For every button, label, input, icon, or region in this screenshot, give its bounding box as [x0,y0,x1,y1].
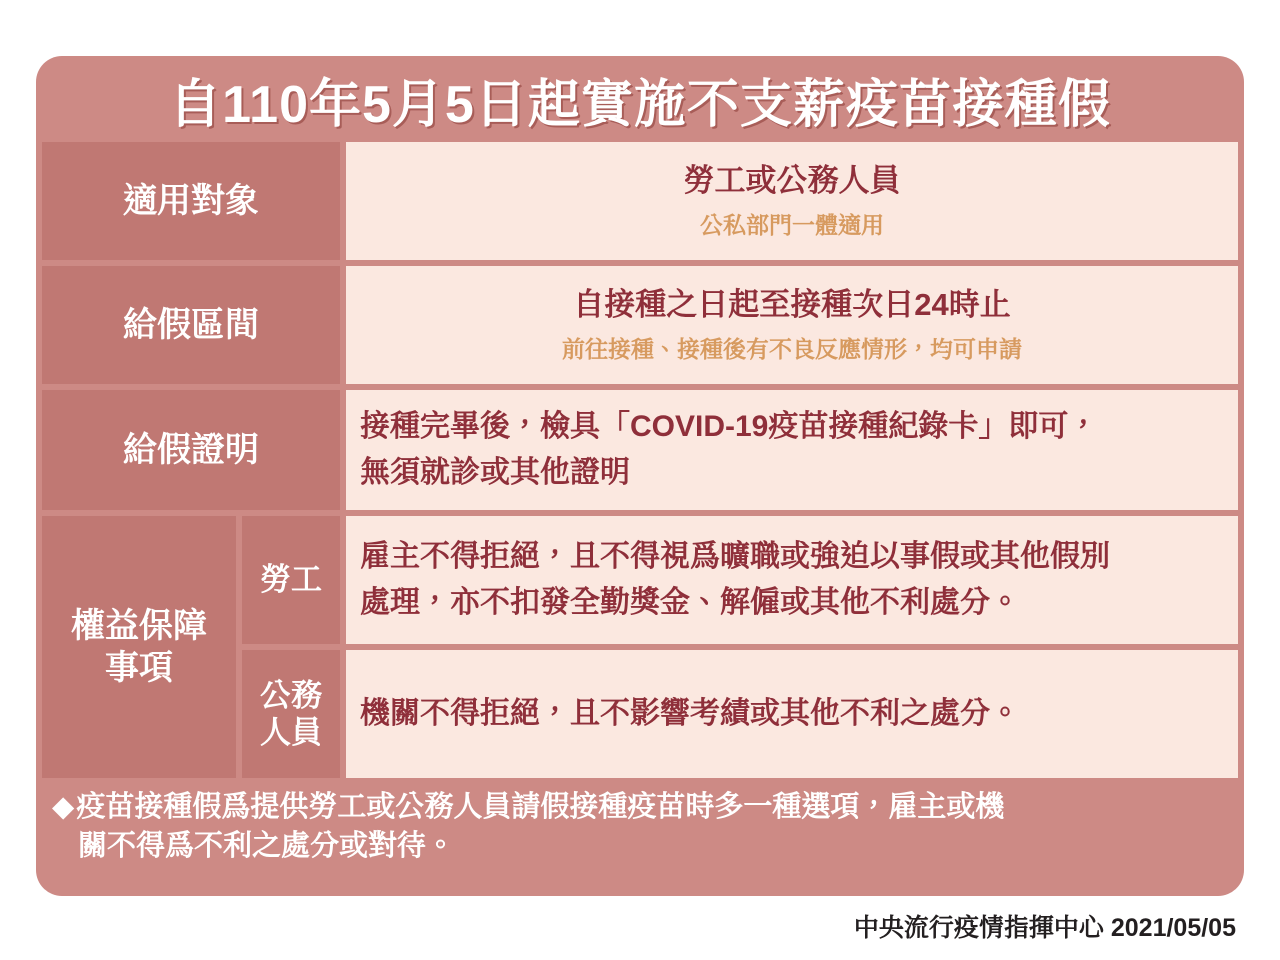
rights-worker-line-1: 雇主不得拒絕，且不得視爲曠職或強迫以事假或其他假別 [360,539,1110,573]
rights-sublabel-officer-line-1: 公務 [260,677,322,713]
footnote-line-1: 疫苗接種假爲提供勞工或公務人員請假接種疫苗時多一種選項，雇主或機 [76,791,1005,823]
rights-worker-line-2: 處理，亦不扣發全勤獎金、解僱或其他不利處分。 [360,586,1020,619]
diamond-bullet-icon: ◆ [52,791,75,823]
rights-label-line-1: 權益保障 [71,606,207,645]
row-content-applicable-target [346,142,1238,260]
rights-label-line-2: 事項 [105,649,173,687]
applicable-target-sub: 公私部門一體適用 [700,212,884,239]
rights-content-officer [346,650,1238,778]
leave-proof-line-1: 接種完畢後，檢具「COVID-19疫苗接種紀錄卡」即可， [360,409,1099,443]
rights-sublabel-worker: 勞工 [242,516,340,644]
rights-sublabel-officer-line-2: 人員 [260,715,322,750]
rights-subrow-worker [242,516,1238,644]
source-attribution: 中央流行疫情指揮中心 2021/05/05 [853,914,1236,942]
poster-footnote [42,786,1238,866]
row-content-leave-period [346,266,1238,384]
table-row-leave-proof [42,390,1238,510]
rights-officer-line-1: 機關不得拒絕，且不影響考績或其他不利之處分。 [360,696,1020,730]
row-label-leave-period: 給假區間 [42,266,340,384]
table-row-rights-protection [42,516,1238,778]
poster-title-bar [36,56,1244,142]
leave-period-sub: 前往接種、接種後有不良反應情形，均可申請 [562,336,1022,363]
row-content-leave-proof [346,390,1238,510]
row-label-rights-protection [42,516,236,778]
infographic-poster [36,56,1244,896]
rights-sublabel-officer [242,650,340,778]
leave-proof-line-2: 無須就診或其他證明 [360,456,630,489]
applicable-target-main: 勞工或公務人員 [683,162,901,198]
rights-subrow-officer [242,650,1238,778]
table-row-applicable-target [42,142,1238,260]
info-table [42,142,1238,778]
row-label-leave-proof: 給假證明 [42,390,340,510]
footnote-line-2: 關不得爲不利之處分或對待。 [78,830,456,863]
rights-content-group [242,516,1238,778]
rights-content-worker [346,516,1238,644]
row-label-applicable-target: 適用對象 [42,142,340,260]
poster-title: 自110年5月5日起實施不支薪疫苗接種假 [169,75,1111,134]
leave-period-main: 自接種之日起至接種次日24時止 [573,286,1011,322]
table-row-leave-period [42,266,1238,384]
